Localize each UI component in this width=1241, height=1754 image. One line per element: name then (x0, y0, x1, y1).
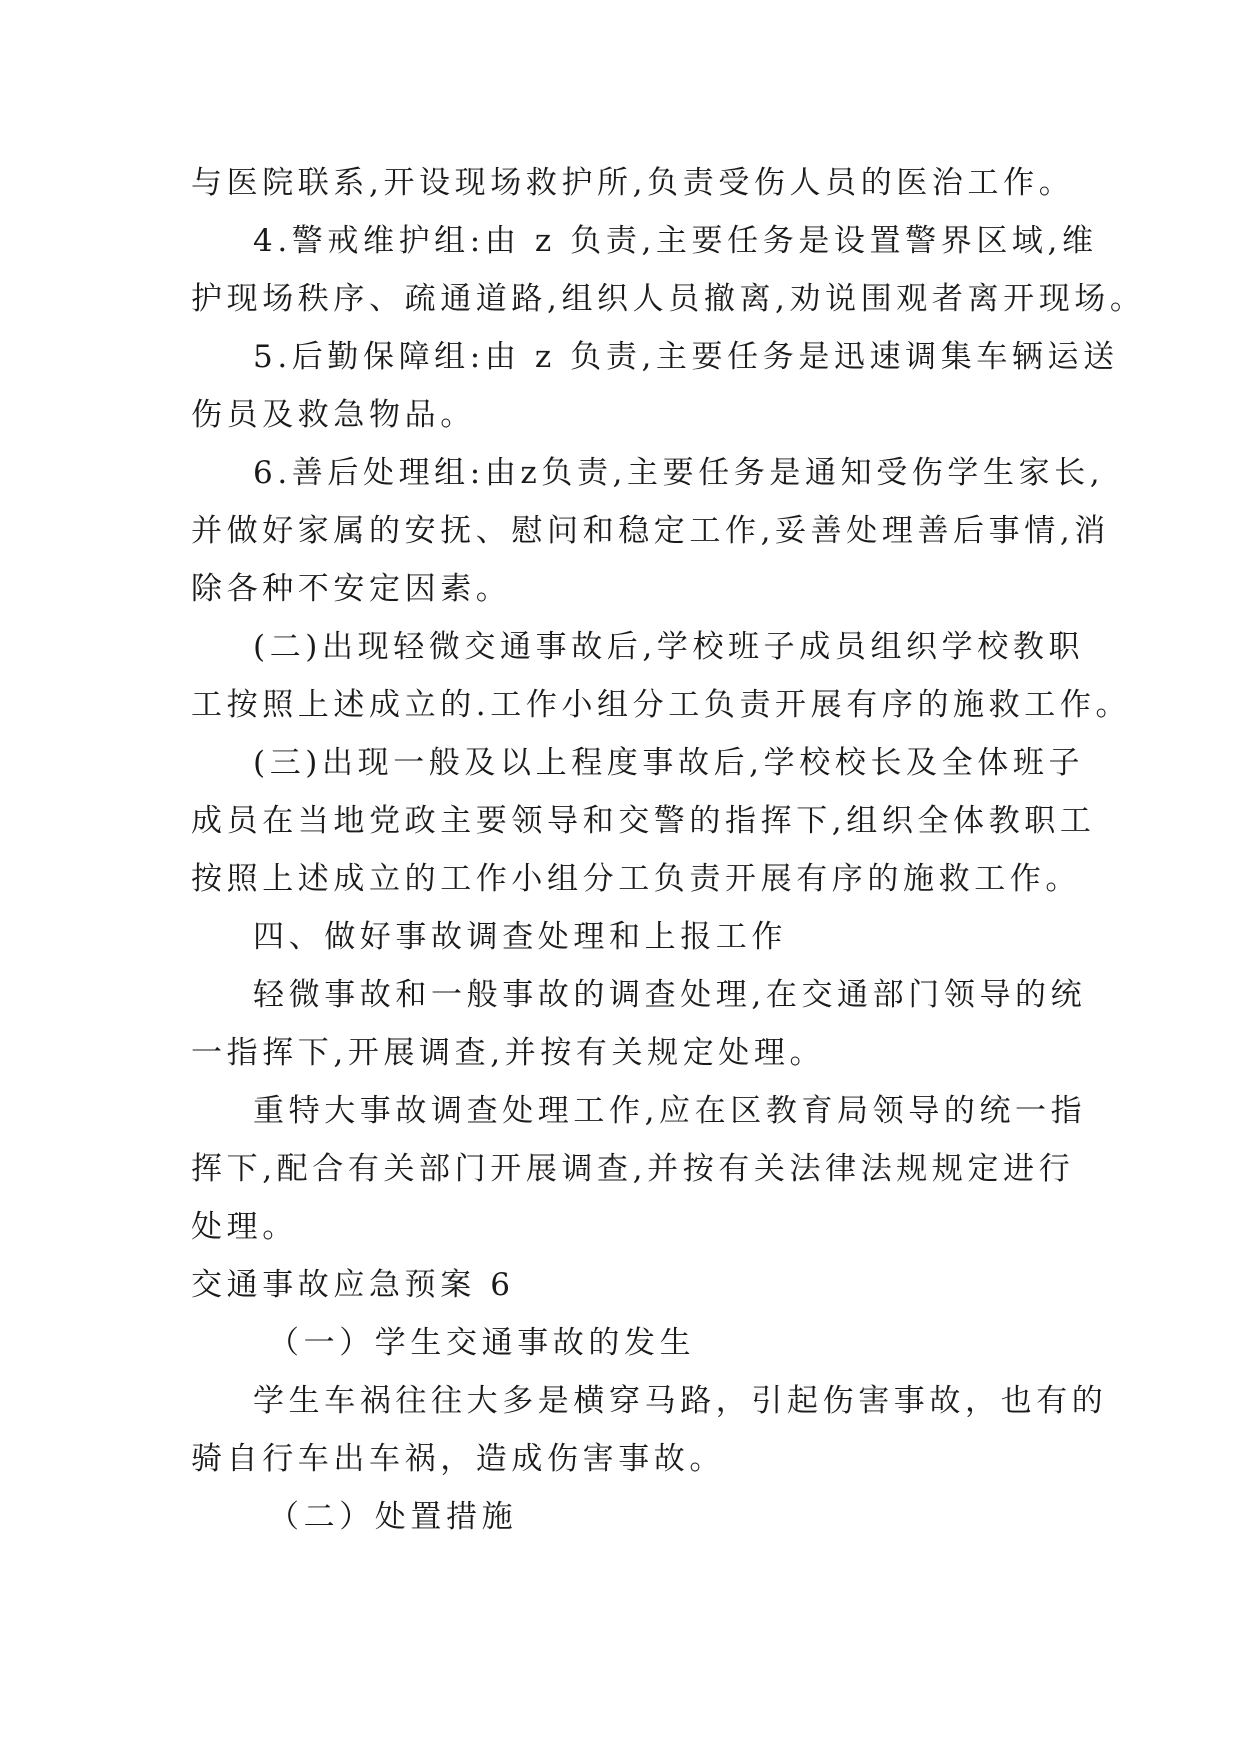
subsection-heading-two: （二）处置措施 (268, 1499, 518, 1535)
body-text-line: 学生车祸往往大多是横穿马路，引起伤害事故，也有的 (253, 1383, 1108, 1419)
subsection-three: (三)出现一般及以上程度事故后,学校校长及全体班子 (253, 745, 1085, 781)
body-text-line: 工按照上述成立的.工作小组分工负责开展有序的施救工作。 (191, 687, 1132, 723)
body-text-line: 重特大事故调查处理工作,应在区教育局领导的统一指 (253, 1093, 1087, 1129)
body-text-line: 成员在当地党政主要领导和交警的指挥下,组织全体教职工 (191, 803, 1096, 839)
body-text-line: 伤员及救急物品。 (191, 397, 476, 433)
section-item-5: 5.后勤保障组:由 z 负责,主要任务是迅速调集车辆运送 (253, 339, 1119, 375)
subsection-heading-one: （一）学生交通事故的发生 (268, 1325, 696, 1361)
body-text-line: 除各种不安定因素。 (191, 571, 512, 607)
body-text-line: 并做好家属的安抚、慰问和稳定工作,妥善处理善后事情,消 (191, 513, 1110, 549)
body-text-line: 护现场秩序、疏通道路,组织人员撤离,劝说围观者离开现场。 (191, 281, 1146, 317)
section-item-6: 6.善后处理组:由z负责,主要任务是通知受伤学生家长, (253, 455, 1105, 491)
body-text-line: 与医院联系,开设现场救护所,负责受伤人员的医治工作。 (191, 165, 1075, 201)
body-text-line: 一指挥下,开展调查,并按有关规定处理。 (191, 1035, 826, 1071)
body-text-line: 挥下,配合有关部门开展调查,并按有关法律法规规定进行 (191, 1151, 1075, 1187)
body-text-line: 轻微事故和一般事故的调查处理,在交通部门领导的统 (253, 977, 1087, 1013)
body-text-line: 骑自行车出车祸，造成伤害事故。 (191, 1441, 725, 1477)
body-text-line: 处理。 (191, 1209, 298, 1245)
document-title: 交通事故应急预案 6 (191, 1267, 515, 1303)
subsection-two: (二)出现轻微交通事故后,学校班子成员组织学校教职 (253, 629, 1085, 665)
body-text-line: 按照上述成立的工作小组分工负责开展有序的施救工作。 (191, 861, 1081, 897)
section-item-4: 4.警戒维护组:由 z 负责,主要任务是设置警界区域,维 (253, 223, 1098, 259)
section-heading-four: 四、做好事故调查处理和上报工作 (253, 919, 787, 955)
